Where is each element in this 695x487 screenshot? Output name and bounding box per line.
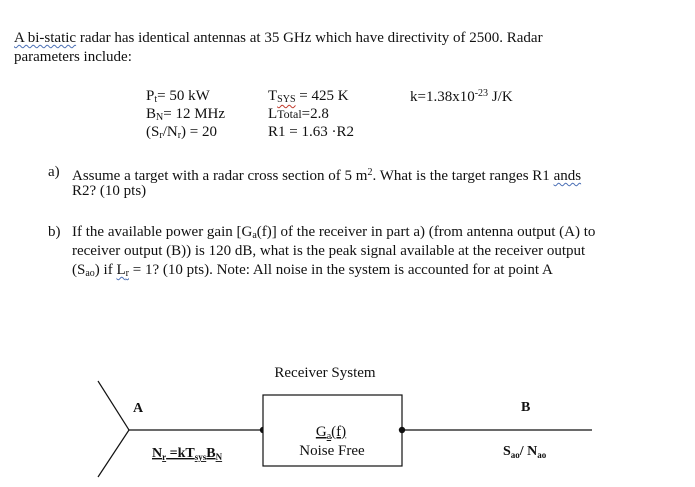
question-a-text-1: Assume a target with a radar cross section of 5 m — [72, 168, 368, 184]
param-snr-sub2: r — [177, 130, 182, 141]
intro-lead: A bi-static — [14, 30, 77, 46]
question-b-line3-open: (S — [72, 262, 86, 278]
noise-sub-1: r — [162, 452, 167, 462]
intro-line-2: parameters include: — [14, 49, 132, 65]
param-snr — [146, 124, 217, 141]
param-ltotal-value: =2.8 — [301, 106, 329, 122]
param-tsys-value: = 425 K — [295, 88, 349, 104]
param-bn — [146, 106, 225, 123]
question-b-lr-sub: r — [125, 268, 129, 279]
noise-mid: =kT — [166, 446, 195, 461]
output-sub-1: ao — [510, 450, 520, 460]
question-b-text-2: (f)] of the receiver in part a) (from antenna output (A) to — [256, 224, 596, 240]
noise-symbol: N — [152, 446, 163, 461]
param-r1: R1 = 1.63 ·R2 — [268, 124, 354, 140]
question-a-marker: a) — [48, 164, 60, 180]
noise-post: B — [206, 446, 216, 461]
question-b-lr-symbol: L — [116, 262, 126, 278]
question-a-sup: 2 — [367, 167, 373, 178]
question-b-line3-sub: ao — [85, 268, 95, 279]
question-b-line3-post: = 1? (10 pts). Note: All noise in the system is accounted for at point A — [128, 262, 553, 278]
box-gain-end: (f) — [331, 424, 347, 440]
receiver-diagram — [0, 355, 695, 487]
param-ltotal-symbol: L — [268, 106, 278, 122]
param-k-main: k=1.38x10 — [410, 89, 475, 105]
param-pt-symbol: P — [146, 88, 155, 104]
question-a-line-2: R2? (10 pts) — [72, 183, 147, 199]
param-pt-value: = 50 kW — [157, 88, 210, 104]
param-snr-value: ) = 20 — [181, 124, 217, 140]
intro-line-1 — [14, 29, 543, 48]
param-pt-sub: t — [154, 94, 158, 105]
param-k-exp: -23 — [474, 88, 489, 99]
question-b-line-2: receiver output (B)) is 120 dB, what is the peak signal available at the receiver output — [72, 243, 586, 259]
param-bn-value: = 12 MHz — [163, 106, 226, 122]
noise-sub-3: N — [215, 452, 223, 462]
param-bn-symbol: B — [146, 106, 157, 122]
question-a-line-1 — [72, 163, 581, 186]
param-ltotal — [268, 106, 329, 123]
output-mid: / N — [519, 444, 538, 459]
param-ltotal-sub: Total — [277, 107, 302, 121]
question-a-squig: ands — [553, 168, 582, 184]
param-tsys-sub: SYS — [277, 94, 296, 105]
param-tsys — [268, 88, 349, 105]
question-a-text-2: . What is the target ranges R1 — [372, 168, 554, 184]
antenna-lower-arm — [98, 430, 129, 477]
question-b-marker: b) — [48, 224, 61, 240]
box-gain-symbol: G — [315, 424, 327, 440]
box-gain-sub: a — [326, 431, 332, 442]
question-b-line3-mid: ) if — [94, 262, 117, 278]
param-snr-sub1: r — [159, 130, 163, 141]
label-b: B — [521, 400, 531, 415]
noise-sub-2: sys — [194, 452, 207, 462]
noise-label — [152, 446, 223, 462]
param-bn-sub: N — [156, 112, 164, 123]
question-b-sub: a — [252, 230, 257, 241]
param-snr-open: (S — [146, 124, 160, 140]
param-snr-mid: /N — [162, 124, 178, 140]
param-tsys-symbol: T — [268, 88, 278, 104]
param-k — [410, 88, 513, 106]
label-a: A — [133, 401, 144, 416]
question-b-line-3 — [72, 261, 553, 283]
output-symbol: S — [503, 444, 511, 459]
question-b-text-1: If the available power gain [G — [72, 224, 253, 240]
diagram-title: Receiver System — [274, 365, 376, 381]
box-line-2: Noise Free — [299, 443, 365, 459]
output-label — [503, 444, 547, 460]
box-line-1 — [316, 424, 346, 442]
intro-rest: radar has identical antennas at 35 GHz which have directivity of 2500. Radar — [76, 30, 543, 46]
output-sub-2: ao — [537, 450, 547, 460]
param-k-unit: J/K — [488, 89, 513, 105]
antenna-upper-arm — [98, 381, 129, 430]
question-b-lr — [116, 262, 129, 278]
param-pt — [146, 88, 210, 105]
